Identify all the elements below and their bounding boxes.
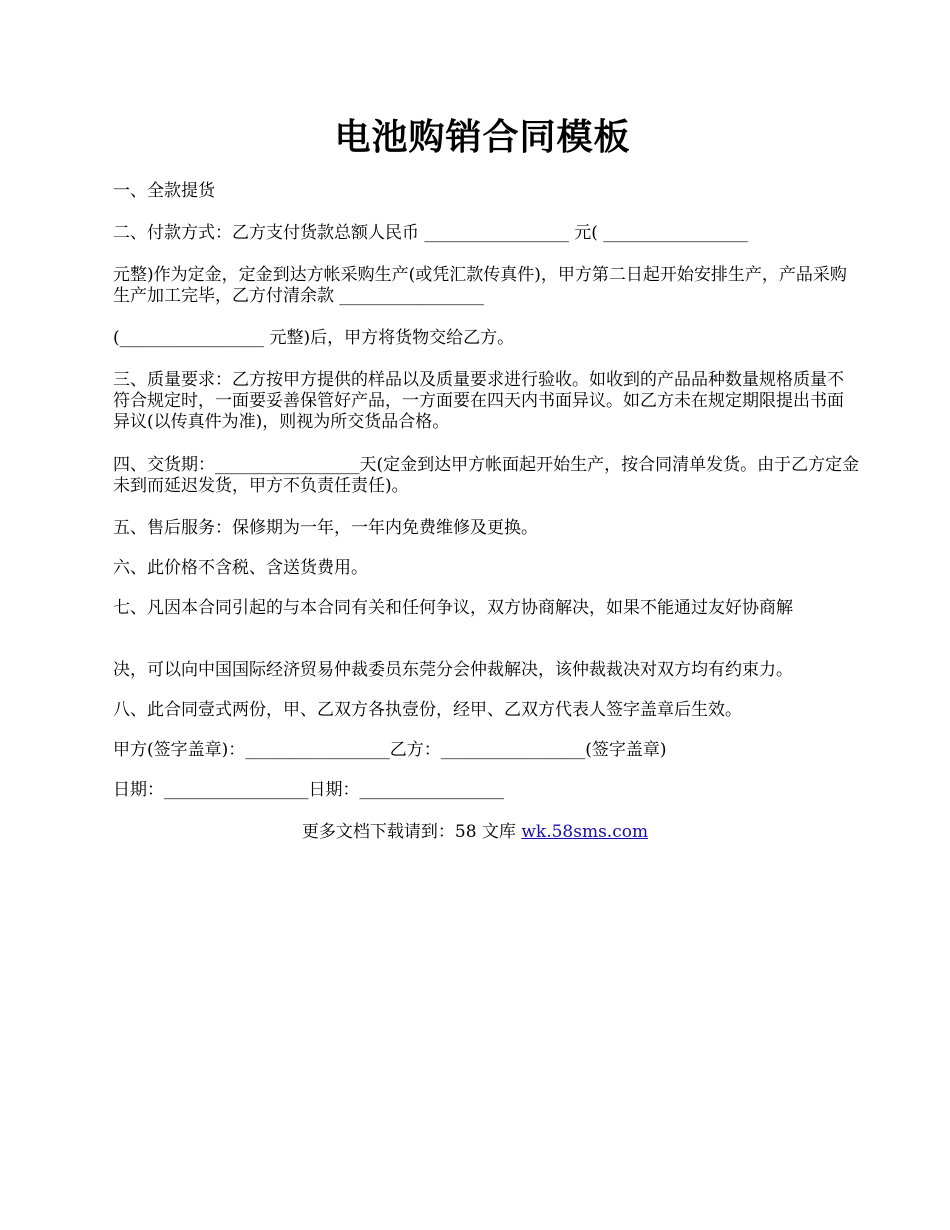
clause-1: 一、全款提货	[113, 181, 215, 201]
clause-7-dispute: 七、凡因本合同引起的与本合同有关和任何争议，双方协商解决，如果不能通过友好协商解	[113, 598, 793, 618]
footer-link[interactable]: wk.58sms.com	[521, 822, 649, 842]
clause-6-price: 六、此价格不含税、含送货费用。	[113, 558, 368, 578]
clause-7-arbitration: 决，可以向中国国际经济贸易仲裁委员东莞分会仲裁解决，该仲裁裁决对双方均有约束力。	[113, 660, 793, 680]
clause-5-after-sales: 五、售后服务：保修期为一年，一年内免费维修及更换。	[113, 518, 538, 538]
clause-8-copies: 八、此合同壹式两份，甲、乙双方各执壹份，经甲、乙双方代表人签字盖章后生效。	[113, 700, 742, 720]
signature-line: 甲方(签字盖章)：_________________乙方：_________________(签字盖章)	[113, 740, 667, 760]
clause-2-payment: 二、付款方式：乙方支付货款总额人民币 _________________ 元( _________________	[113, 223, 748, 243]
document-title: 电池购销合同模板	[334, 116, 631, 158]
date-line: 日期：_________________日期：_________________	[113, 780, 504, 800]
clause-2-deposit: 元整)作为定金，定金到达方帐采购生产(或凭汇款传真件)，甲方第二日起开始安排生产，产品采购生产加工完毕，乙方付清余款 _________________	[113, 265, 847, 306]
download-footer	[0, 822, 950, 843]
footer-text: 更多文档下载请到：58 文库	[301, 822, 522, 842]
clause-4-delivery: 四、交货期：_________________天(定金到达甲方帐面起开始生产，按合同清单发货。由于乙方定金未到而延迟发货，甲方不负责任责任)。	[113, 455, 860, 496]
clause-3-quality: 三、质量要求：乙方按甲方提供的样品以及质量要求进行验收。如收到的产品品种数量规格质量不符合规定时，一面要妥善保管好产品，一方面要在四天内书面异议。如乙方未在规定期限提出书面异议(以传真件为准)，则视为所交货品合格。	[113, 370, 844, 432]
clause-2-balance: (_________________ 元整)后，甲方将货物交给乙方。	[113, 328, 515, 348]
